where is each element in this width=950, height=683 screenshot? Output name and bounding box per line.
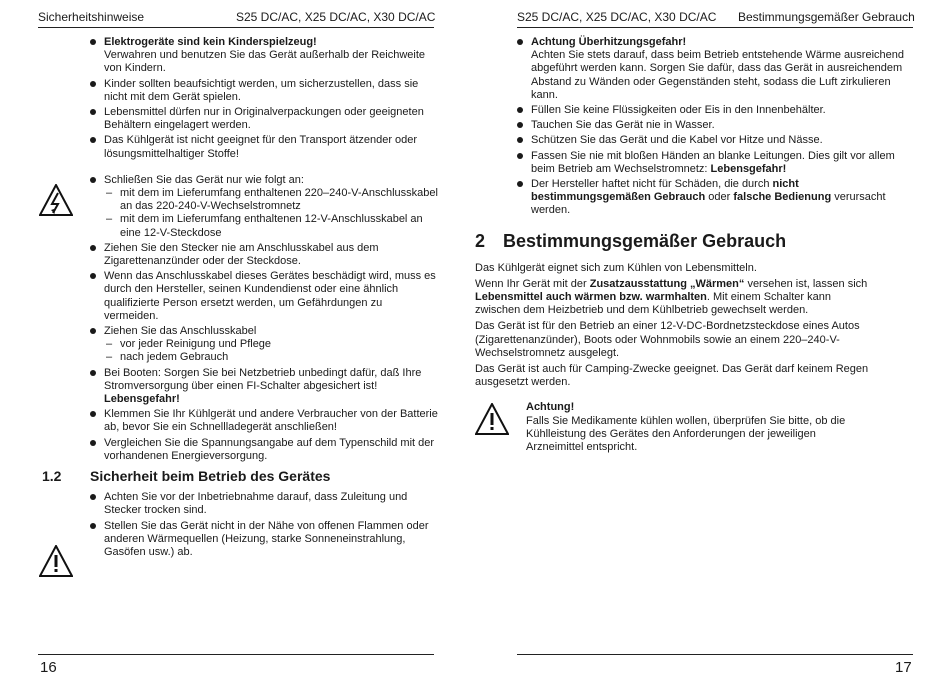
list-item: Füllen Sie keine Flüssigkeiten oder Eis in den Innenbehälter. [517,104,917,117]
chapter-heading [475,230,870,252]
caution-title: Achtung! [526,401,575,414]
list-item: Klemmen Sie Ihr Kühlgerät und andere Verbraucher von der Batterie ab, bevor Sie ein Schnellladegerät anschließen! [90,408,438,434]
electrical-hazard-icon [39,184,73,216]
footer-rule [517,654,913,655]
dash-item: – nach jedem Gebrauch [104,351,438,364]
safety-list-continued [517,36,917,218]
list-item: Das Kühlgerät ist nicht geeignet für den Transport ätzender oder lösungsmittelhaltiger Stoffe! [90,134,438,160]
dash-item: – mit dem im Lieferumfang enthaltenen 220–240-V-Anschlusskabel an das 220-240-V-Wechselstromnetz [104,187,438,213]
dash-list [104,338,438,364]
dash-item: – vor jeder Reinigung und Pflege [104,338,438,351]
chapter-title: Bestimmungsgemäßer Gebrauch [503,230,787,251]
list-item: Kinder sollten beaufsichtigt werden, um sicherzustellen, dass sie nicht mit dem Gerät spielen. [90,78,438,104]
header-rule [38,27,434,28]
header-rule [517,27,913,28]
list-item: Achtung Überhitzungsgefahr! Achten Sie stets darauf, dass beim Betrieb entstehende Wärme ausreichend abgeführt werden kann. Sorgen Sie dafür, dass das Gerät in ausreichendem Abstand zu Wänden oder Gegenständen steht, sodass die Luft zirkulieren kann. [517,36,917,102]
paragraph: Das Gerät ist für den Betrieb an einer 12-V-DC-Bordnetzsteckdose eines Autos (Zigarettenanzünder), Boots oder Wohnmobils sowie an einem 220–240-V-Wechselstromnetz ausgelegt. [475,320,860,359]
list-item: Achten Sie vor der Inbetriebnahme darauf, dass Zuleitung und Stecker trocken sind. [90,491,438,517]
list-item: Bei Booten: Sorgen Sie bei Netzbetrieb unbedingt dafür, daß Ihre Stromversorgung über einen FI-Schalter abgesichert ist! Lebensgefahr! [90,367,438,407]
section-number: 1.2 [42,468,62,485]
list-item: Fassen Sie nie mit bloßen Händen an blanke Leitungen. Dies gilt vor allem beim Betrieb am Wechselstromnetz: Lebensgefahr! [517,150,917,176]
paragraph: Wenn Ihr Gerät mit der Zusatzausstattung „Wärmen“ versehen ist, lassen sich Lebensmittel auch wärmen bzw. warmhalten. Mit einem Schalter kann zwischen dem Heizbetrieb und dem Kühlbetrieb gewechselt werden. [475,277,868,317]
dash-list [104,187,438,240]
dash-item: – mit dem im Lieferumfang enthaltenen 12-V-Anschlusskabel an eine 12-V-Steckdose [104,213,438,239]
right-content [475,36,917,454]
section-title: Sicherheit beim Betrieb des Gerätes [90,468,331,485]
list-item: Ziehen Sie den Stecker nie am Anschlusskabel aus dem Zigarettenanzünder oder der Steckdose. [90,242,438,268]
section-heading [42,468,438,485]
list-item: Schützen Sie das Gerät und die Kabel vor Hitze und Nässe. [517,134,917,147]
right-page [475,0,950,683]
safety-list-operation [90,491,438,559]
chapter-number: 2 [475,230,486,251]
list-item: Schließen Sie das Gerät nur wie folgt an: – mit dem im Lieferumfang enthaltenen 220–240-V-Anschlusskabel an das 220-240-V-Wechselstromnetz – mit dem im Lieferumfang enthaltenen 12-V-Anschlusskabel an eine 12-V-Steckdose [90,174,438,240]
list-item: Vergleichen Sie die Spannungsangabe auf dem Typenschild mit der vorhandenen Energieversorgung. [90,437,438,463]
list-item: Lebensmittel dürfen nur in Originalverpackungen oder geeigneten Behältern eingelagert werden. [90,106,438,132]
page-number: 17 [895,659,912,676]
running-header-models: S25 DC/AC, X25 DC/AC, X30 DC/AC [517,10,717,24]
caution-note [475,401,870,454]
list-item: Stellen Sie das Gerät nicht in der Nähe von offenen Flammen oder anderen Wärmequellen (Heizung, starke Sonneneinstrahlung, Gasöfen usw.) ab. [90,520,438,560]
list-item: Ziehen Sie das Anschlusskabel – vor jeder Reinigung und Pflege – nach jedem Gebrauch [90,325,438,365]
footer-rule [38,654,434,655]
list-item: Tauchen Sie das Gerät nie in Wasser. [517,119,917,132]
running-header-section: Bestimmungsgemäßer Gebrauch [738,10,915,24]
page-number: 16 [40,659,57,676]
warning-icon [475,403,509,435]
warning-icon [39,545,73,577]
list-item: Der Hersteller haftet nicht für Schäden, die durch nicht bestimmungsgemäßen Gebrauch oder falsche Bedienung verursacht werden. [517,178,917,218]
caution-text: Falls Sie Medikamente kühlen wollen, überprüfen Sie bitte, ob die Kühlleistung des Gerätes den Anforderungen der jeweiligen Arzneimittel entspricht. [526,414,846,454]
chapter-body [475,230,870,455]
list-item: Elektrogeräte sind kein Kinderspielzeug! Verwahren und benutzen Sie das Gerät außerhalb der Reichweite von Kindern. [90,36,438,76]
safety-list-general [90,36,438,161]
running-header-section: Sicherheitshinweise [38,10,145,24]
safety-list-electrical [90,174,438,463]
paragraph: Das Gerät ist auch für Camping-Zwecke geeignet. Das Gerät darf keinem Regen ausgesetzt werden. [475,363,869,389]
list-item: Wenn das Anschlusskabel dieses Gerätes beschädigt wird, muss es durch den Hersteller, seinen Kundendienst oder eine ähnlich qualifizierte Person ersetzt werden, um Gefährdungen zu vermeiden. [90,270,438,323]
left-content [42,36,438,561]
paragraph: Das Kühlgerät eignet sich zum Kühlen von Lebensmitteln. [475,261,757,274]
running-header-models: S25 DC/AC, X25 DC/AC, X30 DC/AC [236,10,436,24]
